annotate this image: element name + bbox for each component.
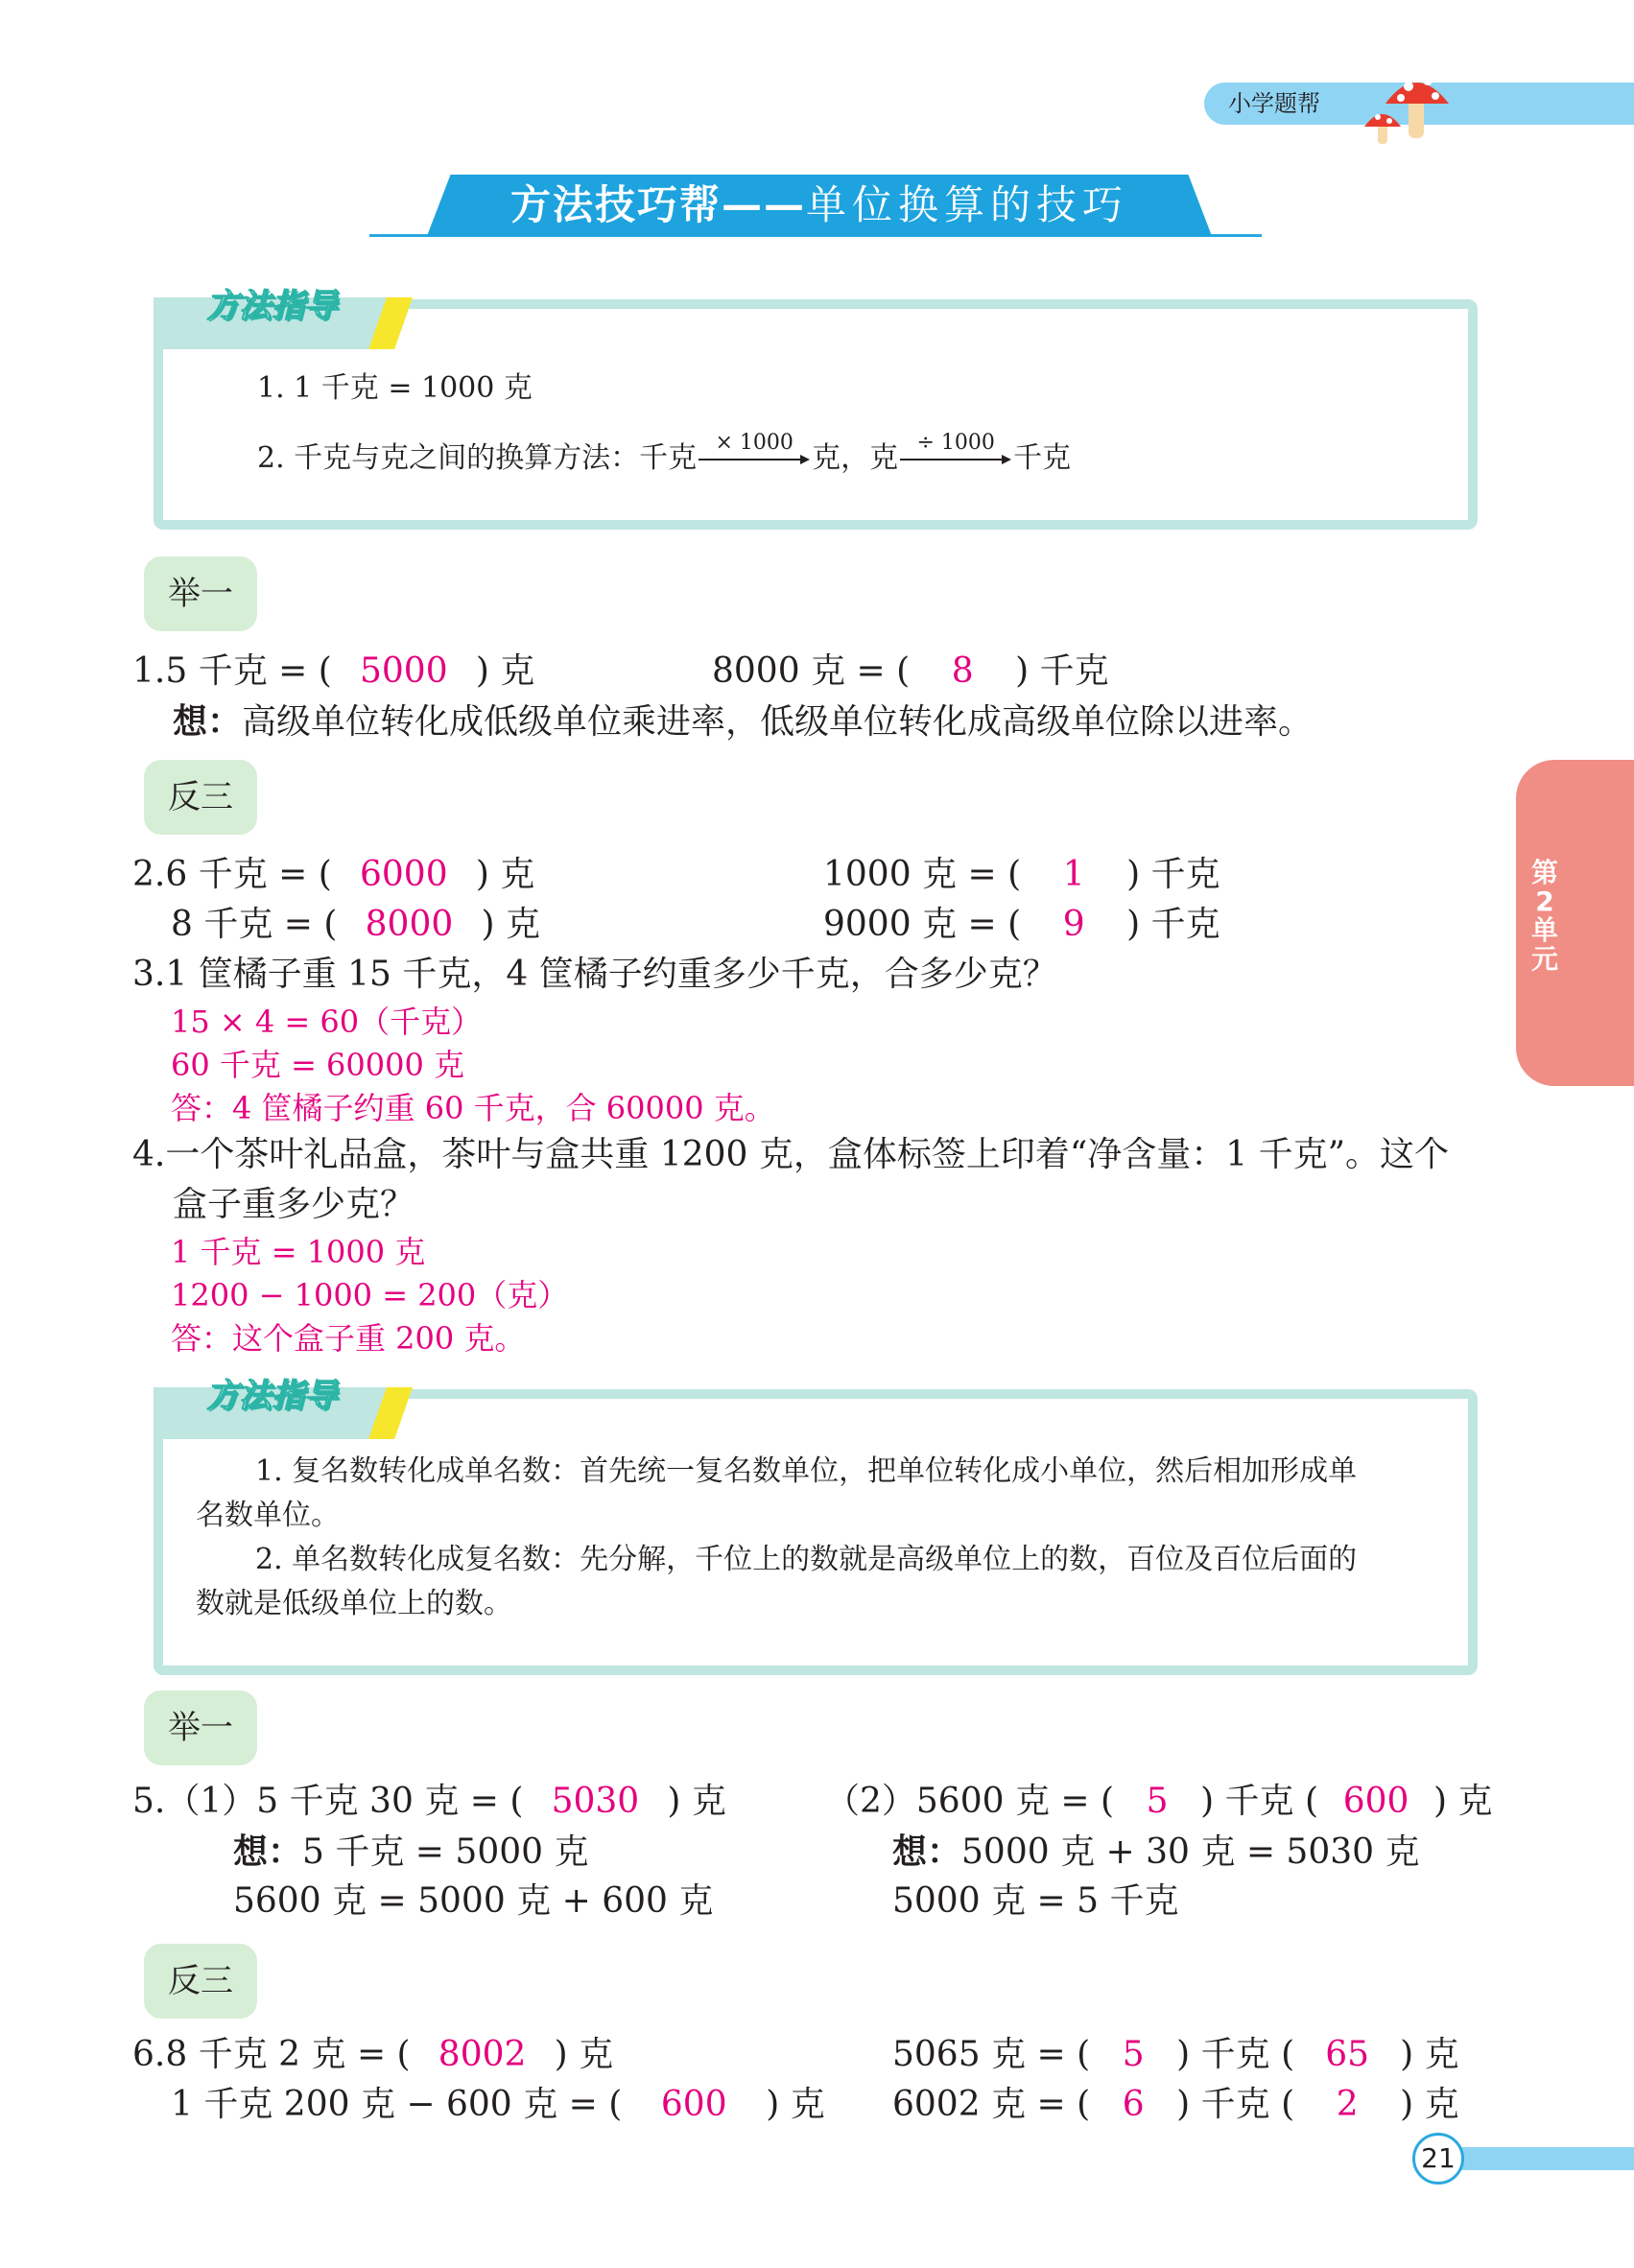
label-fansan-2: 反三 [144, 1944, 257, 2019]
q4-step2: 1200 − 1000 = 200（克） [171, 1277, 569, 1313]
page-number: 21 [1412, 2133, 1464, 2185]
q1-left: 1.5 千克 = ( 5000 ) 克 [132, 651, 535, 691]
q2-a: 2.6 千克 = ( 6000 ) 克 [132, 855, 535, 894]
title-sub: 单位换算的技巧 [806, 181, 1129, 228]
q4-question-1: 4.一个茶叶礼品盒，茶叶与盒共重 1200 克，盒体标签上印着“净含量：1 千克”。这个 [132, 1135, 1450, 1174]
answer: 2 [1336, 2085, 1359, 2124]
q2-b: 1000 克 = ( 1 ) 千克 [823, 855, 1220, 894]
q3-question: 3.1 筐橘子重 15 千克，4 筐橘子约重多少千克，合多少克？ [132, 955, 1057, 994]
answer: 9 [1062, 905, 1085, 944]
q5-right: （2）5600 克 = ( 5 ) 千克 ( 600 ) 克 [825, 1782, 1493, 1821]
answer: 6 [1122, 2085, 1145, 2124]
method1-line2: 2. 千克与克之间的换算方法：千克 × 1000 克，克 ÷ 1000 千克 [257, 431, 1072, 475]
page-title [427, 175, 1212, 236]
q4-step1: 1 千克 = 1000 克 [171, 1234, 426, 1270]
answer: 5030 [551, 1782, 640, 1821]
answer: 1 [1062, 855, 1085, 894]
method2-p1a: 1. 复名数转化成单名数：首先统一复名数单位，把单位转化成小单位，然后相加形成单 [255, 1454, 1358, 1488]
q2-c: 8 千克 = ( 8000 ) 克 [171, 905, 540, 944]
mushroom-icon [1353, 59, 1468, 146]
label-fansan: 反三 [144, 760, 257, 835]
answer: 600 [660, 2085, 727, 2124]
method-tag-2: 方法指导 [206, 1377, 337, 1415]
q5-right-think-1: 想：5000 克 + 30 克 = 5030 克 [892, 1831, 1420, 1872]
answer: 600 [1342, 1782, 1409, 1821]
q6-b: 5065 克 = ( 5 ) 千克 ( 65 ) 克 [892, 2035, 1459, 2074]
q3-answer: 答：4 筐橘子约重 60 千克，合 60000 克。 [171, 1090, 775, 1126]
q4-answer: 答：这个盒子重 200 克。 [171, 1320, 526, 1357]
method-tag-1: 方法指导 [206, 287, 337, 325]
answer: 5000 [360, 651, 448, 691]
method2-p1b: 名数单位。 [196, 1499, 340, 1532]
answer: 8000 [365, 905, 454, 944]
q4-question-2: 盒子重多少克？ [173, 1185, 415, 1224]
q2-d: 9000 克 = ( 9 ) 千克 [823, 905, 1220, 944]
title-main: 方法技巧帮 [509, 181, 722, 228]
title-dash: —— [722, 181, 806, 228]
method2-p2b: 数就是低级单位上的数。 [196, 1587, 512, 1620]
q5-right-think-2: 5000 克 = 5 千克 [892, 1881, 1179, 1921]
label-juyi: 举一 [144, 556, 257, 631]
q6-d: 6002 克 = ( 6 ) 千克 ( 2 ) 克 [892, 2085, 1459, 2124]
q6-a: 6.8 千克 2 克 = ( 8002 ) 克 [132, 2035, 614, 2074]
answer: 8 [951, 651, 974, 691]
arrow-divide: ÷ 1000 [898, 453, 1013, 466]
q5-left-think-1: 想：5 千克 = 5000 克 [233, 1831, 589, 1872]
arrow-multiply: × 1000 [697, 453, 812, 466]
q5-left: 5.（1）5 千克 30 克 = ( 5030 ) 克 [132, 1782, 726, 1821]
page-number-bar [1434, 2147, 1634, 2170]
answer: 5 [1122, 2035, 1145, 2074]
q5-left-think-2: 5600 克 = 5000 克 + 600 克 [233, 1881, 714, 1921]
q1-right: 8000 克 = ( 8 ) 千克 [712, 651, 1109, 691]
method1-line1: 1. 1 千克 = 1000 克 [257, 371, 533, 405]
answer: 6000 [360, 855, 448, 894]
q1-think: 想：高级单位转化成低级单位乘进率，低级单位转化成高级单位除以进率。 [173, 701, 1314, 742]
q6-c: 1 千克 200 克 − 600 克 = ( 600 ) 克 [171, 2085, 825, 2124]
method2-p2a: 2. 单名数转化成复名数：先分解，千位上的数就是高级单位上的数，百位及百位后面的 [255, 1543, 1358, 1576]
answer: 8002 [438, 2035, 527, 2074]
q3-step2: 60 千克 = 60000 克 [171, 1047, 465, 1083]
header-brand: 小学题帮 [1228, 90, 1320, 117]
answer: 65 [1325, 2035, 1370, 2074]
q3-step1: 15 × 4 = 60（千克） [171, 1004, 483, 1040]
label-juyi-2: 举一 [144, 1690, 257, 1765]
answer: 5 [1146, 1782, 1169, 1821]
unit-side-label: 第 2 单 元 [1530, 857, 1558, 975]
